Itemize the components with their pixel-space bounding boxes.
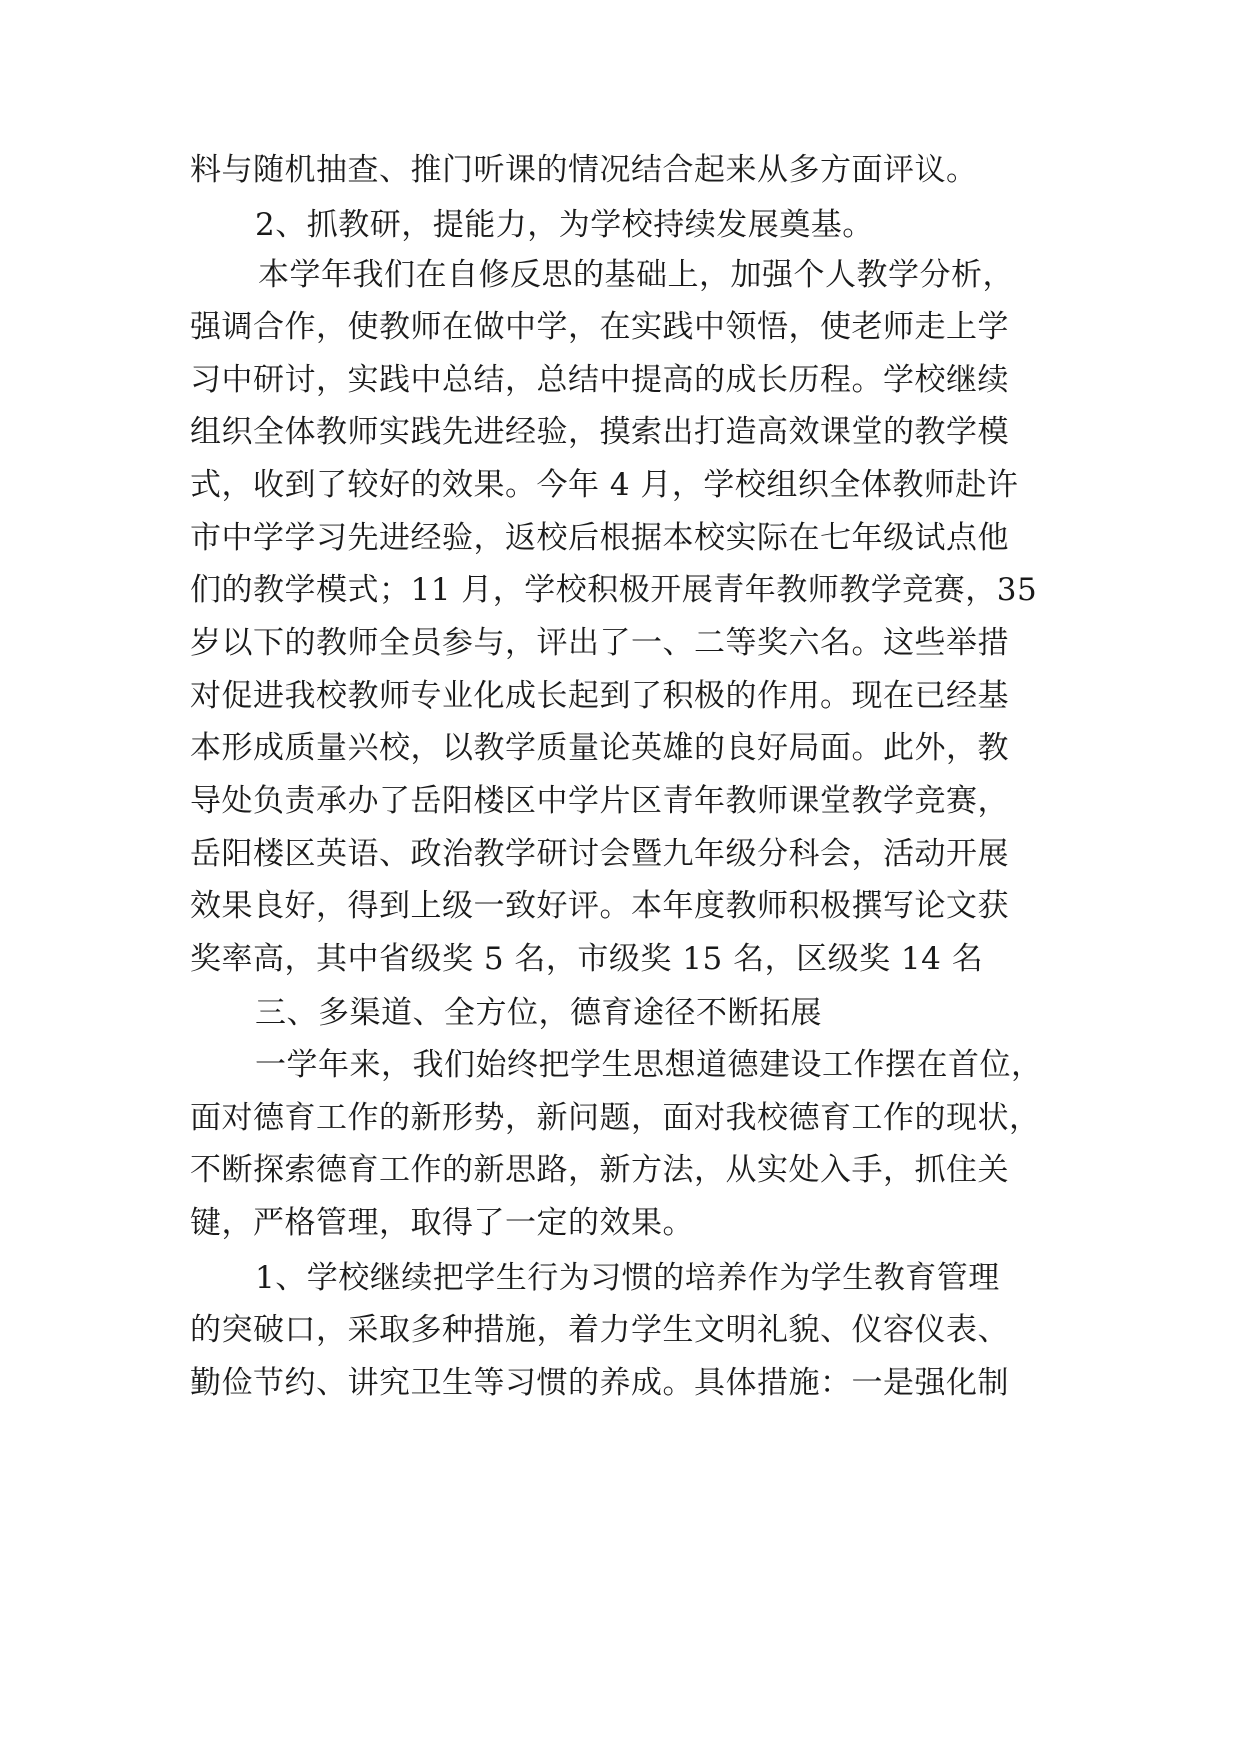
- text-line: 强调合作，使教师在做中学，在实践中领悟，使老师走上学: [190, 309, 1009, 345]
- text-line: 效果良好，得到上级一致好评。本年度教师积极撰写论文获: [190, 888, 1009, 924]
- text-line: 不断探索德育工作的新思路，新方法，从实处入手，抓住关: [190, 1152, 1009, 1188]
- text-line: 式，收到了较好的效果。今年 4 月，学校组织全体教师赴许: [190, 467, 1019, 503]
- text-line: 面对德育工作的新形势，新问题，面对我校德育工作的现状，: [190, 1100, 1041, 1136]
- text-line: 本形成质量兴校，以教学质量论英雄的良好局面。此外，教: [190, 730, 1009, 766]
- text-line: 键，严格管理，取得了一定的效果。: [190, 1205, 694, 1241]
- text-line: 岁以下的教师全员参与，评出了一、二等奖六名。这些举措: [190, 625, 1009, 661]
- section-heading: 三、多渠道、全方位，德育途径不断拓展: [255, 995, 822, 1031]
- text-line: 奖率高，其中省级奖 5 名，市级奖 15 名，区级奖 14 名: [190, 941, 984, 977]
- paragraph-start: 一学年来，我们始终把学生思想道德建设工作摆在首位，: [255, 1047, 1043, 1083]
- text-line: 对促进我校教师专业化成长起到了积极的作用。现在已经基: [190, 678, 1009, 714]
- text-line: 料与随机抽查、推门听课的情况结合起来从多方面评议。: [190, 152, 978, 188]
- text-line: 组织全体教师实践先进经验，摸索出打造高效课堂的教学模: [190, 414, 1009, 450]
- paragraph-start: 1、学校继续把学生行为习惯的培养作为学生教育管理: [255, 1260, 1000, 1296]
- text-line: 岳阳楼区英语、政治教学研讨会暨九年级分科会，活动开展: [190, 836, 1009, 872]
- text-line: 勤俭节约、讲究卫生等习惯的养成。具体措施：一是强化制: [190, 1365, 1009, 1401]
- paragraph-start: 本学年我们在自修反思的基础上，加强个人教学分析，: [258, 257, 1014, 293]
- section-heading: 2、抓教研，提能力，为学校持续发展奠基。: [255, 207, 874, 243]
- text-line: 习中研讨，实践中总结，总结中提高的成长历程。学校继续: [190, 362, 1009, 398]
- text-line: 们的教学模式；11 月，学校积极开展青年教师教学竞赛，35: [190, 572, 1038, 608]
- text-line: 导处负责承办了岳阳楼区中学片区青年教师课堂教学竞赛，: [190, 783, 1009, 819]
- text-line: 的突破口，采取多种措施，着力学生文明礼貌、仪容仪表、: [190, 1312, 1009, 1348]
- text-line: 市中学学习先进经验，返校后根据本校实际在七年级试点他: [190, 520, 1009, 556]
